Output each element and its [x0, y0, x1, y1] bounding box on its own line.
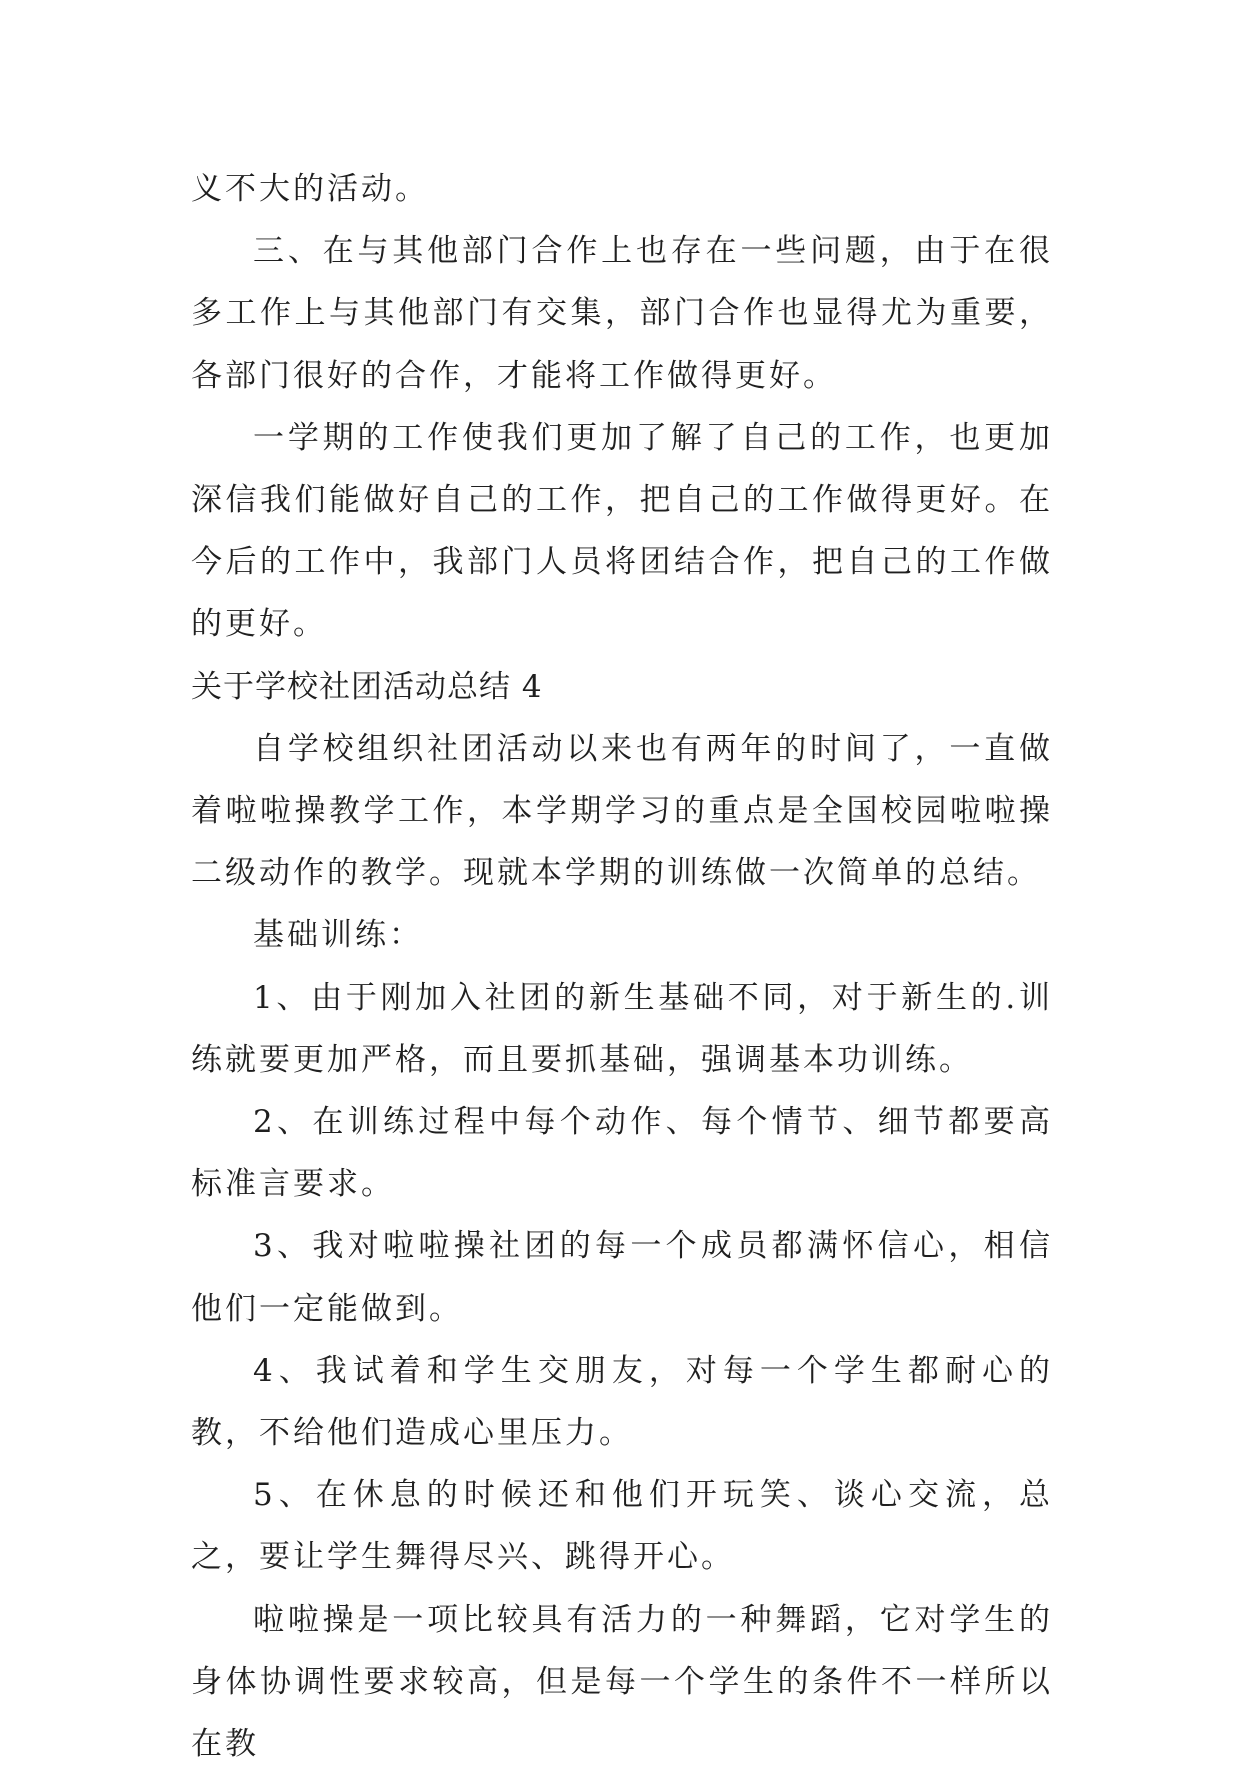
list-item: 4、我试着和学生交朋友，对每一个学生都耐心的教，不给他们造成心里压力。 — [191, 1352, 1053, 1452]
list-item: 1、由于刚加入社团的新生基础不同，对于新生的.训练就要更加严格，而且要抓基础，强调基本功训练。 — [191, 979, 1053, 1078]
paragraph: 三、在与其他部门合作上也存在一些问题，由于在很多工作上与其他部门有交集，部门合作也显得尤为重要，各部门很好的合作，才能将工作做得更好。 — [191, 233, 1053, 394]
document-body — [191, 158, 1053, 1775]
paragraph: 义不大的活动。 — [191, 171, 429, 207]
paragraph: 啦啦操是一项比较具有活力的一种舞蹈，它对学生的身体协调性要求较高，但是每一个学生的条件不一样所以在教 — [191, 1601, 1053, 1763]
paragraph: 自学校组织社团活动以来也有两年的时间了，一直做着啦啦操教学工作，本学期学习的重点是全国校园啦啦操二级动作的教学。现就本学期的训练做一次简单的总结。 — [191, 730, 1053, 892]
section-title: 关于学校社团活动总结 4 — [191, 668, 543, 705]
list-item: 2、在训练过程中每个动作、每个情节、细节都要高标准言要求。 — [191, 1104, 1053, 1203]
paragraph: 基础训练： — [253, 917, 423, 954]
paragraph: 一学期的工作使我们更加了解了自己的工作，也更加深信我们能做好自己的工作，把自己的工作做得更好。在今后的工作中，我部门人员将团结合作，把自己的工作做的更好。 — [191, 419, 1053, 643]
list-item: 5、在休息的时候还和他们开玩笑、谈心交流，总之，要让学生舞得尽兴、跳得开心。 — [191, 1477, 1053, 1576]
list-item: 3、我对啦啦操社团的每一个成员都满怀信心，相信他们一定能做到。 — [191, 1228, 1053, 1327]
